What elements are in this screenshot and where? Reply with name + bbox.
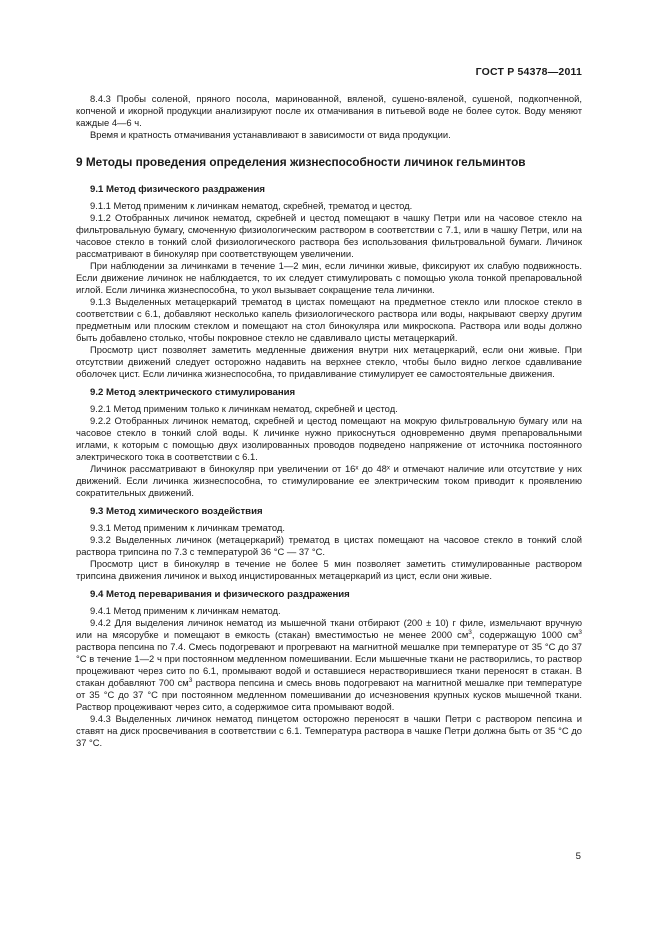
document-body [76, 93, 582, 749]
superscript: 3 [468, 628, 472, 636]
page-number: 5 [575, 851, 581, 862]
superscript: 3 [578, 628, 582, 636]
text-run: раствора пепсина по 7.4. Смесь подогревают и прогревают на магнитной мешалке при температуре от 35 °С до 37 °С в течение 1—2 ч при постоянном медленном помешивании. Если мышечные ткани не растворились, то раствор процеживают через сито по 6.1, промывают водой и оставшиеся нерастворившиеся ткани переносят в стакан. В стакан добавляют 700 см [76, 641, 582, 688]
paragraph-9-1-1: 9.1.1 Метод применим к личинкам нематод, скребней, трематод и цестод. [90, 200, 413, 211]
document-id-header: ГОСТ Р 54378—2011 [475, 66, 582, 78]
paragraph-8-4-3: 8.4.3 Пробы соленой, пряного посола, маринованной, вяленой, сушено-вяленой, сушеной, подкопченной, копченой и икорной продукции анализируют после их отмачивания в питьевой воде не более суток. Воду меняют каждые 4—6 ч. [76, 93, 582, 128]
paragraph-8-4-3-soak: Время и кратность отмачивания устанавливают в зависимости от вида продукции. [90, 129, 451, 140]
paragraph-9-2-2: 9.2.2 Отобранных личинок нематод, скребней и цестод помещают на мокрую фильтровальную бумагу или на часовое стекло в тонкий слой воды. К личинке нужно прикоснуться одновременно двумя препаровальными иглами, к которым с помощью двух изолированных проводов подведено напряжение от источника постоянного электрического тока в соответствии с 6.1. [76, 415, 582, 462]
paragraph-9-1-2-observation: При наблюдении за личинками в течение 1—2 мин, если личинки живые, фиксируют их слабую подвижность. Если движение личинок не наблюдается, то их следует стимулировать с помощью укола тонкой препаровальной иглой. Если личинка жизнеспособна, то укол вызывает сокращение тела личинки. [76, 260, 582, 295]
paragraph-9-4-3: 9.4.3 Выделенных личинок нематод пинцетом осторожно переносят в чашки Петри с раствором пепсина и ставят на диск просвечивания в соответствии с 6.1. Температура раствора в чашке Петри должна быть от 35 °С до 37 °С. [76, 713, 582, 748]
paragraph-9-4-2 [76, 617, 582, 713]
paragraph-9-1-2: 9.1.2 Отобранных личинок нематод, скребней и цестод помещают в чашку Петри или на часовое стекло на фильтровальную бумагу, смоченную физиологическим раствором в соответствии с 7.1, или в чашку Петри, или на часовое стекло в тонкий слой физиологического раствора без использования фильтровальной бумаги. Личинок рассматривают в бинокуляр при соответствующем увеличении. [76, 212, 582, 259]
subsection-9-2-heading: 9.2 Метод электрического стимулирования [90, 387, 296, 398]
subsection-9-1-heading: 9.1 Метод физического раздражения [90, 184, 265, 195]
paragraph-9-2-1: 9.2.1 Метод применим только к личинкам нематод, скребней и цестод. [90, 403, 398, 414]
text-run: , содержащую 1000 см [471, 629, 579, 640]
paragraph-9-3-1: 9.3.1 Метод применим к личинкам трематод. [90, 522, 285, 533]
text-run: 9.4.2 Для выделения личинок нематод из мышечной ткани отбирают (200 ± 10) г филе, измельчают вручную или на мясорубке и помещают в емкость (стакан) вместимостью не менее 2000 см [76, 617, 582, 640]
text-run: раствора пепсина и смесь вновь подогревают на магнитной мешалке при температуре от 35 °С до 37 °С при постоянном медленном помешивании до исчезновения крупных кусков мышечной ткани. Раствор процеживают через сито, а содержимое сита промывают водой. [76, 677, 582, 712]
paragraph-9-4-1: 9.4.1 Метод применим к личинкам нематод. [90, 605, 281, 616]
paragraph-9-2-2-view: Личинок рассматривают в бинокуляр при увеличении от 16ˣ до 48ˣ и отмечают наличие или отсутствие у них движений. Если личинка жизнеспособна, то стимулирование ее электрическим током приводит к проявлению сократительных движений. [76, 463, 582, 498]
subsection-9-4-heading: 9.4 Метод переваривания и физического раздражения [90, 589, 350, 600]
superscript: 3 [188, 676, 193, 684]
paragraph-9-3-2: 9.3.2 Выделенных личинок (метацеркарий) трематод в цистах помещают на часовое стекло в тонкий слой раствора трипсина по 7.3 с температурой 36 °С — 37 °С. [76, 534, 582, 557]
paragraph-9-1-3: 9.1.3 Выделенных метацеркарий трематод в цистах помещают на предметное стекло или плоское стекло в соответствии с 6.1, добавляют несколько капель физиологического раствора или воды, накрывают сверху другим предметным или плоским стеклом и помещают на стол бинокуляра или микроскопа. Раствора или воды должно быть добавлено столько, чтобы покровное стекло не сдавливало цисты метацеркарий. [76, 296, 582, 343]
subsection-9-3-heading: 9.3 Метод химического воздействия [90, 506, 263, 517]
section-9-heading: 9 Методы проведения определения жизнеспособности личинок гельминтов [76, 155, 526, 169]
paragraph-9-1-3-view: Просмотр цист позволяет заметить медленные движения внутри них метацеркарий, если они живые. При отсутствии движений следует осторожно надавить на верхнее стекло, чтобы было видно легкое сдавливание оболочек цист. Если личинка жизнеспособна, то придавливание стимулирует ее самостоятельные движения. [76, 344, 582, 379]
paragraph-9-3-2-view: Просмотр цист в бинокуляр в течение не более 5 мин позволяет заметить стимулированные раствором трипсина движения личинок и выход инцистированных метацеркарий из цист, если они живые. [76, 558, 582, 581]
